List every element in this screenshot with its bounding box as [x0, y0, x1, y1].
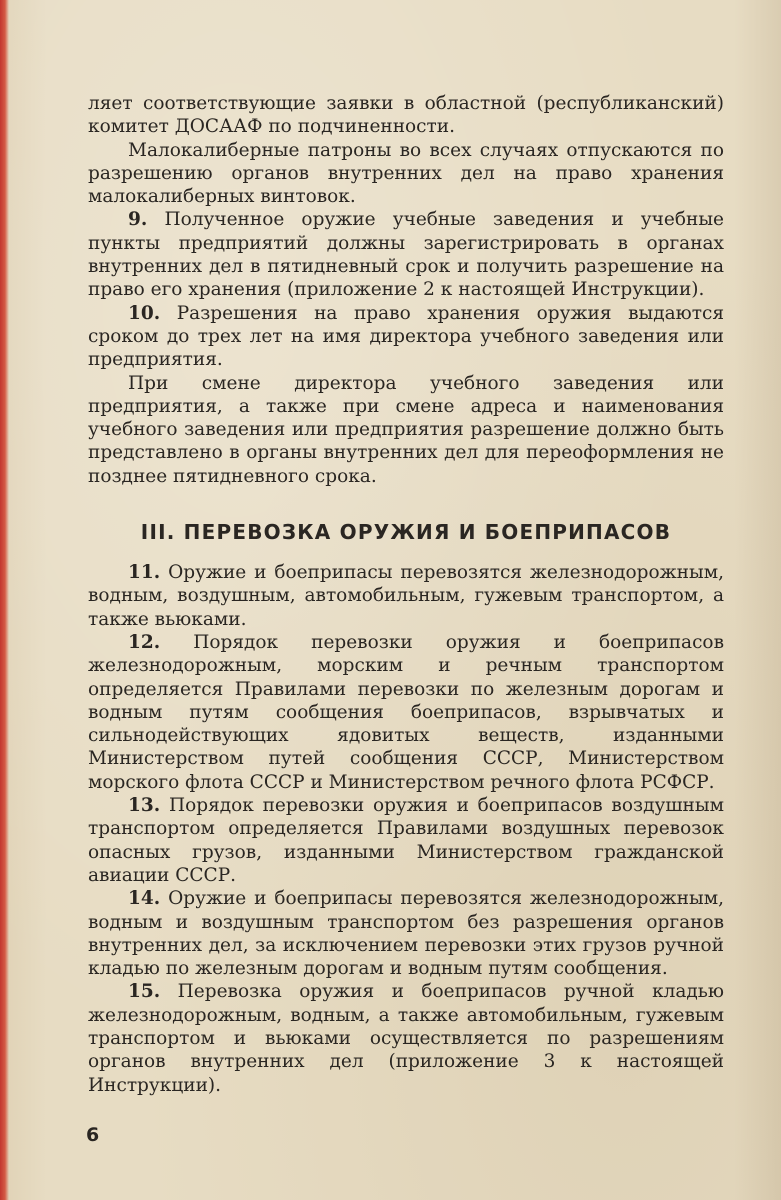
section-heading: III. ПЕРЕВОЗКА ОРУЖИЯ И БОЕПРИПАСОВ [140, 520, 672, 545]
paragraph-text: Перевозка оружия и боеприпасов ручной кладью железнодорожным, водным, а также автомобильным, гужевым транспортом и вьюками осуществляется по разрешениям органов внутренних дел (приложение 3 к настоящей Инструкции). [88, 981, 724, 1096]
paragraph-item-11 [88, 561, 724, 631]
paragraph-text: Порядок перевозки оружия и боеприпасов воздушным транспортом определяется Правилами воздушных перевозок опасных грузов, изданными Министерством гражданской авиации СССР. [88, 795, 724, 886]
paragraph-text: Малокалиберные патроны во всех случаях отпускаются по разрешению органов внутренних дел на право хранения малокалиберных винтовок. [88, 139, 724, 208]
paragraph-item-15 [88, 980, 724, 1096]
paragraph-text: Оружие и боеприпасы перевозятся железнодорожным, водным и воздушным транспортом без разрешения органов внутренних дел, за исключением перевозки этих грузов ручной кладью по железным дорогам и водным путям сообщения. [88, 888, 724, 980]
item-number: 13. [128, 795, 161, 817]
paragraph-continuation [88, 92, 724, 139]
red-cover-edge [0, 0, 9, 1200]
paragraph-item-13 [88, 794, 724, 887]
page-body [88, 92, 724, 1097]
item-number: 12. [128, 631, 161, 653]
item-number: 14. [128, 888, 161, 910]
paragraph-text: ляет соответствующие заявки в областной (республиканский) комитет ДОСААФ по подчиненности. [88, 93, 724, 138]
paragraph-text: Полученное оружие учебные заведения и учебные пункты предприятий должны зарегистрировать в органах внутренних дел в пятидневный срок и получить разрешение на право его хранения (приложение 2 к настоящей Инструкции). [88, 209, 724, 301]
paragraph-text: При смене директора учебного заведения или предприятия, а также при смене адреса и наименования учебного заведения или предприятия разрешение должно быть представлено в органы внутренних дел для переоформления не позднее пятидневного срока. [88, 372, 724, 487]
item-number: 10. [128, 302, 161, 324]
paragraph-text: Разрешения на право хранения оружия выдаются сроком до трех лет на имя директора учебного заведения или предприятия. [88, 302, 724, 371]
paragraph-item-9 [88, 208, 724, 301]
paragraph-item-12 [88, 631, 724, 794]
page-number: 6 [86, 1124, 100, 1146]
paragraph-text: Порядок перевозки оружия и боеприпасов железнодорожным, морским и речным транспортом определяется Правилами перевозки по железным дорогам и водным путям сообщения боеприпасов, взрывчатых и сильнодействующих ядовитых веществ, изданными Министерством путей сообщения СССР, Министерством морского флота СССР и Министерством речного флота РСФСР. [88, 631, 724, 793]
paragraph-item-14 [88, 887, 724, 980]
paragraph-item-10 [88, 302, 724, 372]
paragraph-small-caliber-cartridges [88, 139, 724, 209]
item-number: 9. [128, 209, 148, 231]
paragraph-text: Оружие и боеприпасы перевозятся железнодорожным, водным, воздушным, автомобильным, гужевым транспортом, а также вьюками. [88, 562, 724, 630]
paragraph-director-change [88, 372, 724, 488]
item-number: 15. [128, 981, 161, 1003]
item-number: 11. [128, 562, 161, 584]
